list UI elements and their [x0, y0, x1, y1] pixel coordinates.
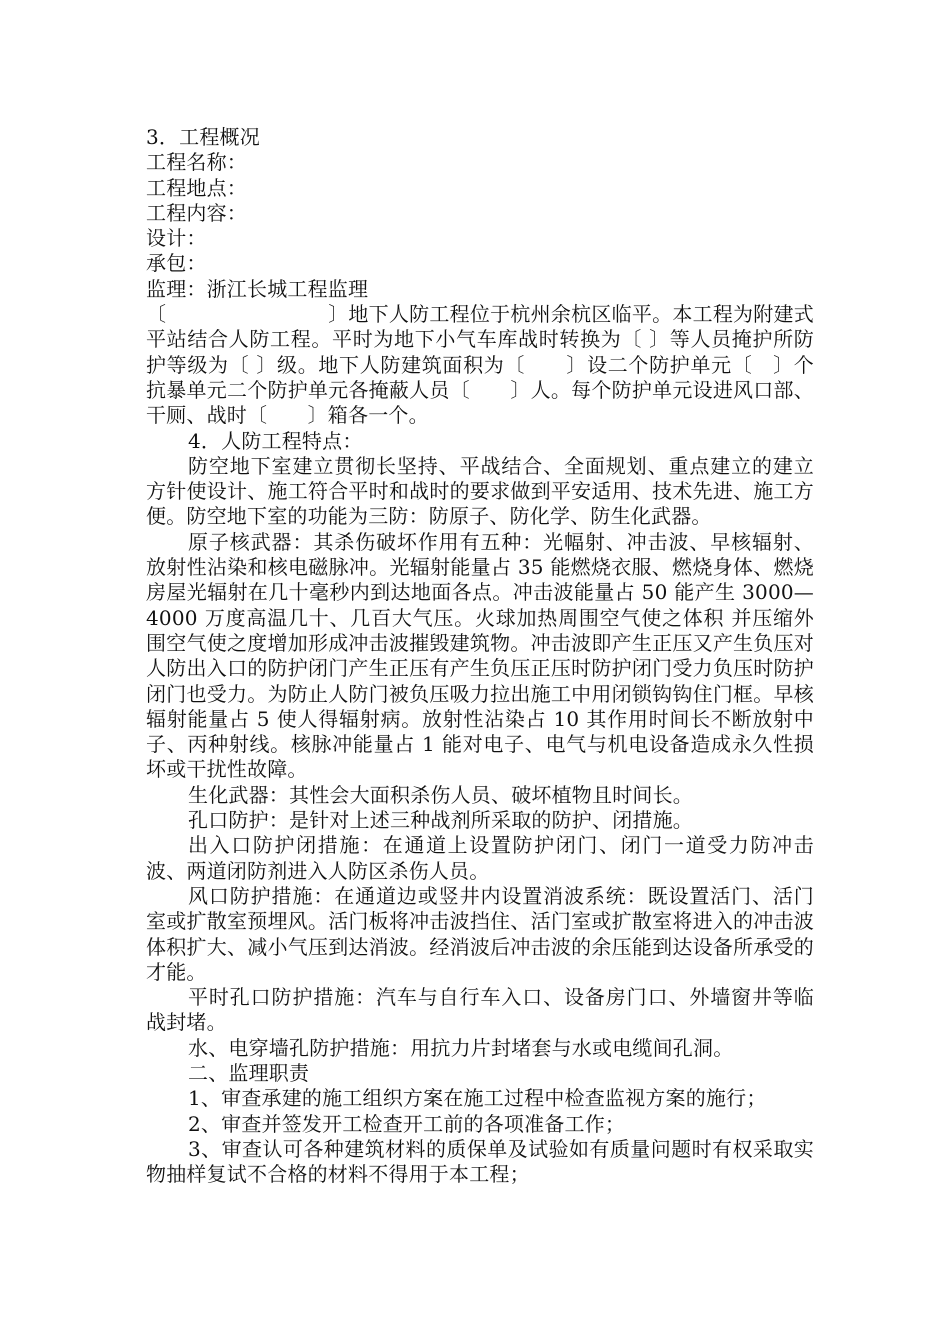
supervisor-line: 监理：浙江长城工程监理	[146, 276, 369, 301]
paragraph-wall-penetration: 水、电穿墙孔防护措施：用抗力片封堵套与水或电缆间孔洞。	[188, 1035, 734, 1060]
project-content-label: 工程内容：	[146, 200, 247, 225]
section-4-title: 4．人防工程特点：	[188, 428, 363, 453]
paragraph-opening-protection: 孔口防护：是针对上述三种战剂所采取的防护、闭措施。	[188, 808, 693, 833]
paragraph-nuclear-weapons: 原子核武器：其杀伤破坏作用有五种：光幅射、冲击波、早核辐射、放射性沾染和核电磁脉冲。光辐射能量占 35 能燃烧衣服、燃烧身体、燃烧房屋光辐射在几十毫秒内到达地面各点。冲击波能量占 50 能产生 3000—4000 万度高温几十、几百大气压。火球加热周围空气使之体积 并压缩外围空气使之度增加形成冲击波摧毁建筑物。冲击波即产生正压又产生负压对人防出入口的防护闭门产生正压有产生负压正压时防护闭门受力负压时防护闭门也受力。为防止人防门被负压吸力拉出施工中用闭锁钩钩住门框。早核辐射能量占 5 使人得辐射病。放射性沾染占 10 其作用时间长不断放射中子、丙种射线。核脉冲能量占 1 能对电子、电气与机电设备造成永久性损坏或干扰性故障。	[146, 529, 814, 782]
section-3-title: 3．工程概况	[146, 125, 260, 149]
project-name-label: 工程名称：	[146, 150, 247, 175]
paragraph-peacetime-protection: 平时孔口防护措施：汽车与自行车入口、设备房门口、外墙窗井等临战封堵。	[146, 985, 814, 1035]
paragraph-civil-defense-basement: 防空地下室建立贯彻长坚持、平战结合、全面规划、重点建立的建立方针使设计、施工符合平时和战时的要求做到平安适用、技术先进、施工方便。防空地下室的功能为三防：防原子、防化学、防生化武器。	[146, 453, 814, 529]
duty-item-1: 1、审查承建的施工组织方案在施工过程中检查监视方案的施行；	[188, 1086, 767, 1111]
contractor-label: 承包：	[146, 251, 207, 276]
document-page	[146, 125, 814, 1187]
duty-item-3: 3、审查认可各种建筑材料的质保单及试验如有质量问题时有权采取实物抽样复试不合格的材料不得用于本工程；	[146, 1136, 814, 1187]
project-location-label: 工程地点：	[146, 175, 247, 200]
overview-paragraph: 〔 〕地下人防工程位于杭州余杭区临平。本工程为附建式平站结合人防工程。平时为地下小气车库战时转换为〔 〕等人员掩护所防护等级为〔 〕级。地下人防建筑面积为〔 〕设二个防护单元〔 〕个抗暴单元二个防护单元各掩蔽人员〔 〕人。每个防护单元设进风口部、干厕、战时〔 〕箱各一个。	[146, 302, 814, 428]
design-label: 设计：	[146, 226, 207, 251]
section-supervision-duties-title: 二、监理职责	[188, 1060, 310, 1085]
duty-item-2: 2、审查并签发开工检查开工前的各项准备工作；	[188, 1111, 626, 1136]
paragraph-biochemical-weapons: 生化武器：其性会大面积杀伤人员、破坏植物且时间长。	[188, 782, 693, 807]
paragraph-vent-protection: 风口防护措施：在通道边或竖井内设置消波系统：既设置活门、活门室或扩散室预埋风。活门板将冲击波挡住、活门室或扩散室将进入的冲击波体积扩大、减小气压到达消波。经消波后冲击波的余压能到达设备所承受的才能。	[146, 883, 814, 984]
paragraph-entrance-protection: 出入口防护闭措施：在通道上设置防护闭门、闭门一道受力防冲击波、两道闭防剂进入人防区杀伤人员。	[146, 833, 814, 883]
